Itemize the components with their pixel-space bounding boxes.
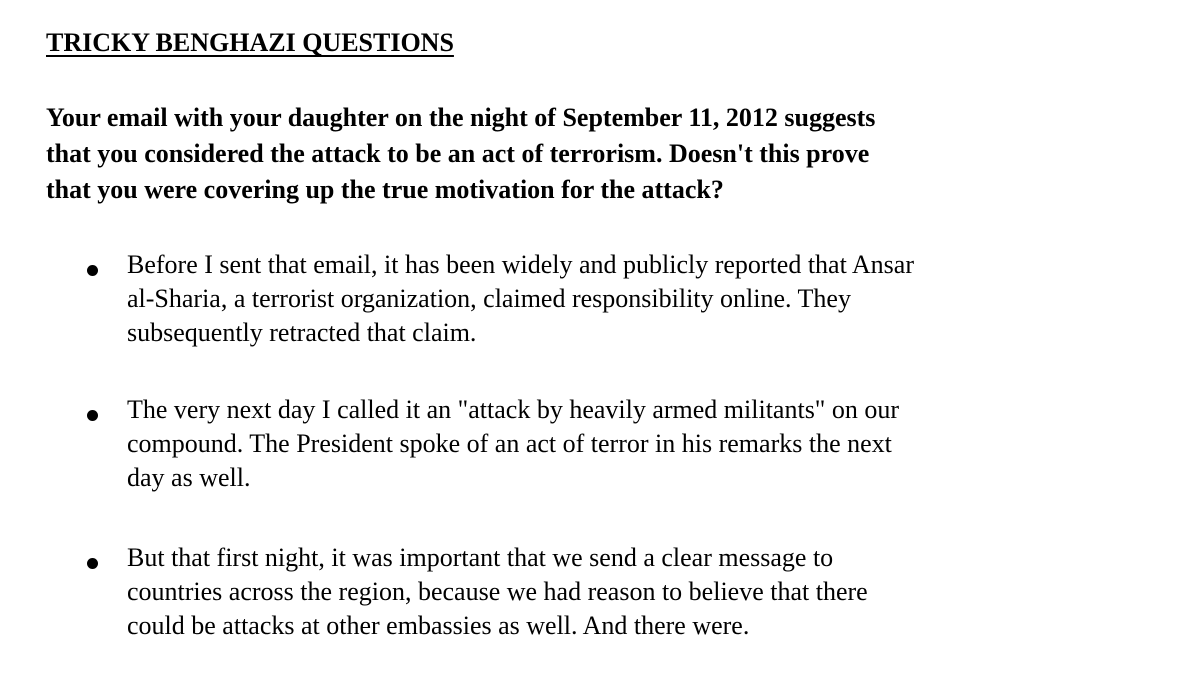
bullet-text [127,248,1187,350]
bullet-line: The very next day I called it an "attack by heavily armed militants" on our [127,395,900,424]
bullet-line: compound. The President spoke of an act of terror in his remarks the next [127,429,892,458]
bullet-dot-icon [87,265,98,276]
question-line: that you were covering up the true motivation for the attack? [46,175,724,204]
bullet-dot-icon [87,558,98,569]
document-heading: TRICKY BENGHAZI QUESTIONS [46,28,454,57]
bullet-line: al-Sharia, a terrorist organization, claimed responsibility online. They [127,284,851,313]
bullet-dot-icon [87,410,98,421]
bullet-line: subsequently retracted that claim. [127,318,477,347]
question-line: Your email with your daughter on the night of September 11, 2012 suggests [46,103,876,132]
bullet-line: day as well. [127,463,251,492]
bullet-line: could be attacks at other embassies as well. And there were. [127,611,750,640]
bullet-line: But that first night, it was important that we send a clear message to [127,543,834,572]
bullet-text [127,541,1187,643]
bullet-text [127,393,1187,495]
question-paragraph [46,100,1166,208]
question-line: that you considered the attack to be an act of terrorism. Doesn't this prove [46,139,870,168]
bullet-line: Before I sent that email, it has been widely and publicly reported that Ansar [127,250,914,279]
bullet-line: countries across the region, because we had reason to believe that there [127,577,868,606]
